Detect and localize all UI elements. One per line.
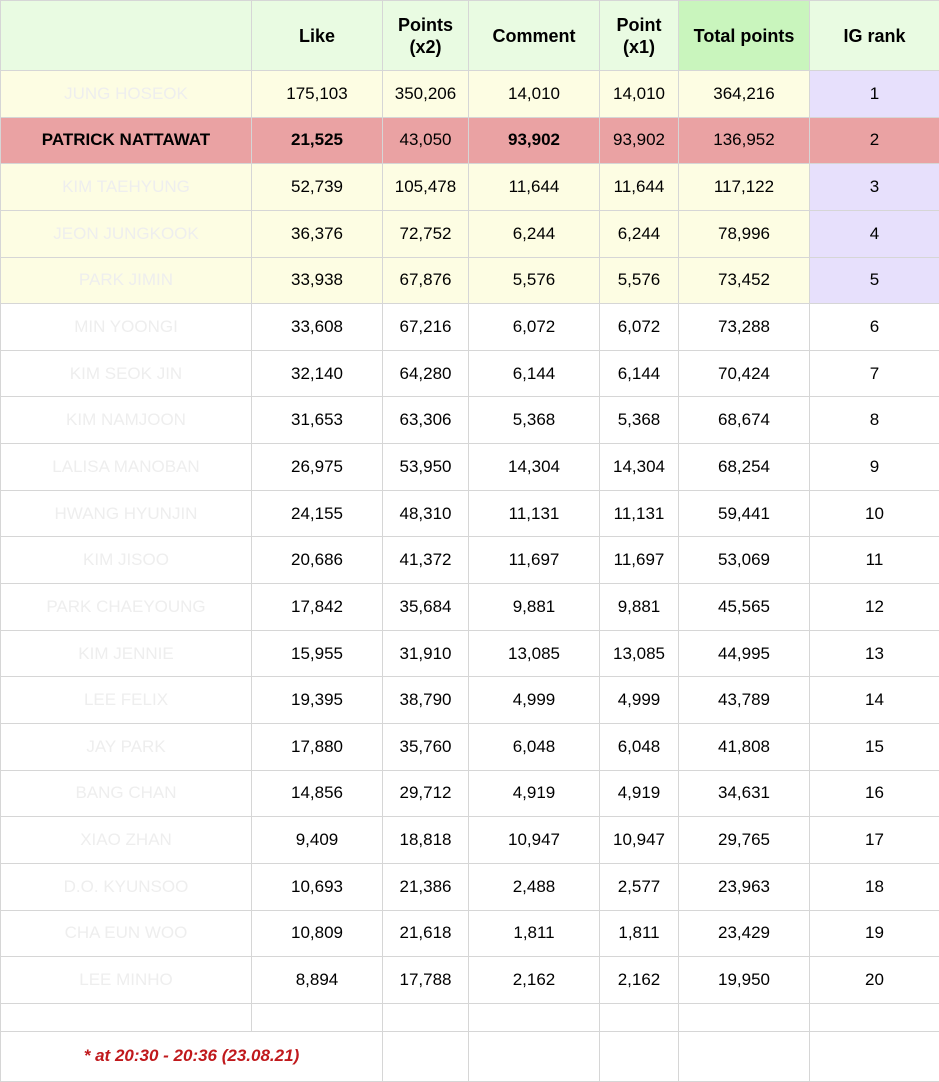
- cell-ig-rank: 3: [810, 164, 939, 211]
- table-row: [1, 257, 939, 304]
- table-row: [1, 304, 939, 351]
- empty-cell: [383, 1003, 469, 1031]
- empty-cell: [252, 1003, 383, 1031]
- cell-points-x2: 17,788: [383, 957, 469, 1004]
- cell-points-x2: 41,372: [383, 537, 469, 584]
- cell-like: 26,975: [252, 444, 383, 491]
- table-row: [1, 677, 939, 724]
- cell-point-x1: 5,576: [600, 257, 679, 304]
- cell-comment: 11,131: [469, 490, 600, 537]
- cell-comment: 11,697: [469, 537, 600, 584]
- cell-comment: 4,919: [469, 770, 600, 817]
- cell-ig-rank: 15: [810, 723, 939, 770]
- cell-total-points: 73,288: [679, 304, 810, 351]
- cell-point-x1: 5,368: [600, 397, 679, 444]
- table-row: [1, 164, 939, 211]
- cell-points-x2: 67,876: [383, 257, 469, 304]
- cell-points-x2: 18,818: [383, 817, 469, 864]
- header-point-x1-line1: Point: [617, 15, 662, 35]
- table-row: [1, 863, 939, 910]
- cell-total-points: 23,963: [679, 863, 810, 910]
- cell-name: JAY PARK: [1, 723, 252, 770]
- cell-total-points: 59,441: [679, 490, 810, 537]
- cell-points-x2: 31,910: [383, 630, 469, 677]
- cell-points-x2: 53,950: [383, 444, 469, 491]
- cell-comment: 2,488: [469, 863, 600, 910]
- cell-points-x2: 105,478: [383, 164, 469, 211]
- empty-cell: [1, 1003, 252, 1031]
- cell-comment: 14,304: [469, 444, 600, 491]
- cell-ig-rank: 6: [810, 304, 939, 351]
- header-comment: Comment: [469, 1, 600, 71]
- cell-ig-rank: 14: [810, 677, 939, 724]
- cell-points-x2: 67,216: [383, 304, 469, 351]
- cell-point-x1: 2,162: [600, 957, 679, 1004]
- empty-cell: [469, 1003, 600, 1031]
- cell-comment: 10,947: [469, 817, 600, 864]
- empty-cell: [679, 1003, 810, 1031]
- header-point-x1: [600, 1, 679, 71]
- cell-points-x2: 29,712: [383, 770, 469, 817]
- table-row: [1, 910, 939, 957]
- cell-like: 32,140: [252, 350, 383, 397]
- cell-comment: 4,999: [469, 677, 600, 724]
- cell-like: 20,686: [252, 537, 383, 584]
- cell-point-x1: 1,811: [600, 910, 679, 957]
- cell-points-x2: 350,206: [383, 71, 469, 118]
- cell-name: BANG CHAN: [1, 770, 252, 817]
- cell-like: 19,395: [252, 677, 383, 724]
- cell-comment: 93,902: [469, 117, 600, 164]
- cell-like: 33,938: [252, 257, 383, 304]
- cell-points-x2: 48,310: [383, 490, 469, 537]
- cell-comment: 13,085: [469, 630, 600, 677]
- cell-total-points: 29,765: [679, 817, 810, 864]
- cell-total-points: 70,424: [679, 350, 810, 397]
- empty-cell: [383, 1031, 469, 1081]
- cell-points-x2: 72,752: [383, 210, 469, 257]
- cell-ig-rank: 8: [810, 397, 939, 444]
- table-row: [1, 630, 939, 677]
- table-row: [1, 584, 939, 631]
- cell-like: 36,376: [252, 210, 383, 257]
- cell-point-x1: 93,902: [600, 117, 679, 164]
- cell-comment: 5,576: [469, 257, 600, 304]
- cell-comment: 6,244: [469, 210, 600, 257]
- cell-ig-rank: 18: [810, 863, 939, 910]
- table-row: [1, 117, 939, 164]
- cell-like: 52,739: [252, 164, 383, 211]
- cell-total-points: 364,216: [679, 71, 810, 118]
- cell-name: KIM JENNIE: [1, 630, 252, 677]
- cell-total-points: 43,789: [679, 677, 810, 724]
- cell-name: MIN YOONGI: [1, 304, 252, 351]
- header-points-x2: [383, 1, 469, 71]
- cell-comment: 9,881: [469, 584, 600, 631]
- table-row: [1, 957, 939, 1004]
- table-row: [1, 444, 939, 491]
- cell-point-x1: 11,644: [600, 164, 679, 211]
- cell-point-x1: 6,244: [600, 210, 679, 257]
- cell-total-points: 34,631: [679, 770, 810, 817]
- table-row: [1, 71, 939, 118]
- cell-like: 8,894: [252, 957, 383, 1004]
- cell-ig-rank: 17: [810, 817, 939, 864]
- cell-like: 10,693: [252, 863, 383, 910]
- cell-name: KIM JISOO: [1, 537, 252, 584]
- cell-point-x1: 14,304: [600, 444, 679, 491]
- cell-ig-rank: 19: [810, 910, 939, 957]
- cell-point-x1: 14,010: [600, 71, 679, 118]
- table-row: [1, 397, 939, 444]
- cell-points-x2: 43,050: [383, 117, 469, 164]
- cell-total-points: 53,069: [679, 537, 810, 584]
- empty-cell: [810, 1031, 939, 1081]
- cell-ig-rank: 7: [810, 350, 939, 397]
- cell-points-x2: 21,386: [383, 863, 469, 910]
- cell-point-x1: 6,048: [600, 723, 679, 770]
- cell-point-x1: 10,947: [600, 817, 679, 864]
- cell-comment: 6,072: [469, 304, 600, 351]
- cell-comment: 6,144: [469, 350, 600, 397]
- cell-points-x2: 63,306: [383, 397, 469, 444]
- header-row: [1, 1, 939, 71]
- header-name: [1, 1, 252, 71]
- cell-total-points: 117,122: [679, 164, 810, 211]
- cell-name: PARK CHAEYOUNG: [1, 584, 252, 631]
- cell-name: LEE MINHO: [1, 957, 252, 1004]
- header-points-x2-line1: Points: [398, 15, 453, 35]
- cell-name: D.O. KYUNSOO: [1, 863, 252, 910]
- cell-total-points: 23,429: [679, 910, 810, 957]
- cell-points-x2: 64,280: [383, 350, 469, 397]
- cell-comment: 14,010: [469, 71, 600, 118]
- cell-name: JEON JUNGKOOK: [1, 210, 252, 257]
- cell-name: PATRICK NATTAWAT: [1, 117, 252, 164]
- cell-points-x2: 35,684: [383, 584, 469, 631]
- cell-like: 17,842: [252, 584, 383, 631]
- cell-point-x1: 11,131: [600, 490, 679, 537]
- header-point-x1-line2: (x1): [623, 37, 655, 57]
- header-ig-rank: IG rank: [810, 1, 939, 71]
- cell-total-points: 136,952: [679, 117, 810, 164]
- cell-ig-rank: 10: [810, 490, 939, 537]
- table-row: [1, 723, 939, 770]
- cell-name: HWANG HYUNJIN: [1, 490, 252, 537]
- cell-ig-rank: 11: [810, 537, 939, 584]
- cell-like: 10,809: [252, 910, 383, 957]
- empty-cell: [600, 1003, 679, 1031]
- cell-total-points: 44,995: [679, 630, 810, 677]
- cell-ig-rank: 9: [810, 444, 939, 491]
- cell-like: 175,103: [252, 71, 383, 118]
- cell-points-x2: 35,760: [383, 723, 469, 770]
- cell-total-points: 41,808: [679, 723, 810, 770]
- cell-ig-rank: 20: [810, 957, 939, 1004]
- cell-like: 17,880: [252, 723, 383, 770]
- cell-like: 24,155: [252, 490, 383, 537]
- cell-point-x1: 4,999: [600, 677, 679, 724]
- footer-row: [1, 1031, 939, 1081]
- cell-point-x1: 6,072: [600, 304, 679, 351]
- spacer-row: [1, 1003, 939, 1031]
- header-total-points: Total points: [679, 1, 810, 71]
- cell-comment: 2,162: [469, 957, 600, 1004]
- cell-ig-rank: 1: [810, 71, 939, 118]
- cell-point-x1: 9,881: [600, 584, 679, 631]
- cell-points-x2: 21,618: [383, 910, 469, 957]
- header-points-x2-line2: (x2): [409, 37, 441, 57]
- empty-cell: [679, 1031, 810, 1081]
- cell-name: KIM SEOK JIN: [1, 350, 252, 397]
- empty-cell: [469, 1031, 600, 1081]
- cell-comment: 1,811: [469, 910, 600, 957]
- cell-total-points: 45,565: [679, 584, 810, 631]
- table-row: [1, 490, 939, 537]
- cell-point-x1: 2,577: [600, 863, 679, 910]
- cell-name: PARK JIMIN: [1, 257, 252, 304]
- cell-like: 33,608: [252, 304, 383, 351]
- cell-comment: 6,048: [469, 723, 600, 770]
- cell-point-x1: 13,085: [600, 630, 679, 677]
- cell-like: 15,955: [252, 630, 383, 677]
- cell-ig-rank: 2: [810, 117, 939, 164]
- cell-comment: 11,644: [469, 164, 600, 211]
- cell-total-points: 68,254: [679, 444, 810, 491]
- cell-ig-rank: 16: [810, 770, 939, 817]
- cell-name: XIAO ZHAN: [1, 817, 252, 864]
- cell-like: 21,525: [252, 117, 383, 164]
- table-row: [1, 770, 939, 817]
- cell-point-x1: 6,144: [600, 350, 679, 397]
- cell-like: 9,409: [252, 817, 383, 864]
- cell-ig-rank: 12: [810, 584, 939, 631]
- cell-like: 31,653: [252, 397, 383, 444]
- cell-name: LEE FELIX: [1, 677, 252, 724]
- cell-like: 14,856: [252, 770, 383, 817]
- table-row: [1, 350, 939, 397]
- cell-name: JUNG HOSEOK: [1, 71, 252, 118]
- cell-ig-rank: 5: [810, 257, 939, 304]
- cell-total-points: 19,950: [679, 957, 810, 1004]
- cell-point-x1: 4,919: [600, 770, 679, 817]
- cell-total-points: 68,674: [679, 397, 810, 444]
- empty-cell: [600, 1031, 679, 1081]
- cell-points-x2: 38,790: [383, 677, 469, 724]
- cell-name: KIM NAMJOON: [1, 397, 252, 444]
- cell-comment: 5,368: [469, 397, 600, 444]
- cell-ig-rank: 13: [810, 630, 939, 677]
- cell-total-points: 73,452: [679, 257, 810, 304]
- cell-name: LALISA MANOBAN: [1, 444, 252, 491]
- table-row: [1, 817, 939, 864]
- table-row: [1, 537, 939, 584]
- cell-name: CHA EUN WOO: [1, 910, 252, 957]
- empty-cell: [810, 1003, 939, 1031]
- cell-total-points: 78,996: [679, 210, 810, 257]
- cell-point-x1: 11,697: [600, 537, 679, 584]
- header-like: Like: [252, 1, 383, 71]
- table-row: [1, 210, 939, 257]
- cell-name: KIM TAEHYUNG: [1, 164, 252, 211]
- cell-ig-rank: 4: [810, 210, 939, 257]
- footnote: * at 20:30 - 20:36 (23.08.21): [1, 1031, 383, 1081]
